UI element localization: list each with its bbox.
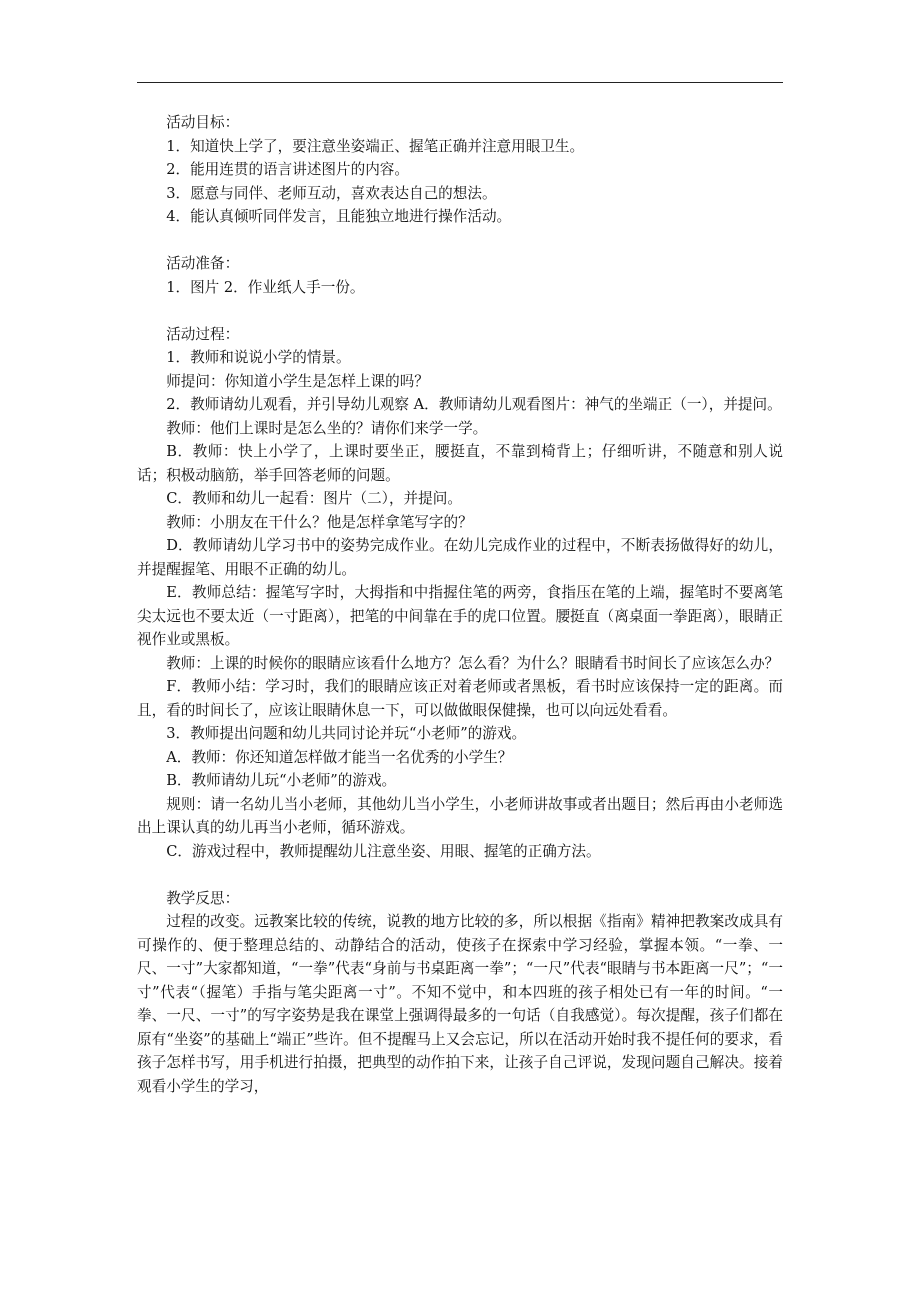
process-paragraph: 教师：小朋友在干什么？他是怎样拿笔写字的？	[166, 513, 473, 531]
reflection-paragraph: 过程的改变。远教案比较的传统，说教的地方比较的多，所以根据《指南》精神把教案改成具有可操作的、便于整理总结的、动静结合的活动，使孩子在探索中学习经验，掌握本领。“一拳、一尺、一寸”大家都知道，“一拳”代表“身前与书桌距离一拳”；“一尺”代表“眼睛与书本距离一尺”；“一寸”代表“（握笔）手指与笔尖距离一寸”。不知不觉中，和本四班的孩子相处已有一年的时间。“一拳、一尺、一寸”的写字姿势是我在课堂上强调得最多的一句话（自我感觉）。每次提醒，孩子们都在原有“坐姿”的基础上“端正”些许。但不提醒马上又会忘记，所以在活动开始时我不提任何的要求，看孩子怎样书写，用手机进行拍摄，把典型的动作拍下来，让孩子自己评说，发现问题自己解决。接着观看小学生的学习，	[137, 913, 783, 1095]
process-paragraph: 规则：请一名幼儿当小老师，其他幼儿当小学生，小老师讲故事或者出题目；然后再由小老师选出上课认真的幼儿再当小老师，循环游戏。	[137, 795, 783, 836]
process-paragraph: 2．教师请幼儿观看，并引导幼儿观察 A．教师请幼儿观看图片：神气的坐端正（一），并提问。	[166, 396, 782, 413]
process-paragraph: C．游戏过程中，教师提醒幼儿注意坐姿、用眼、握笔的正确方法。	[166, 842, 601, 860]
prep-section	[137, 252, 783, 299]
section-gap	[137, 229, 783, 253]
header-rule	[137, 82, 783, 83]
process-heading: 活动过程：	[166, 325, 240, 343]
goals-heading: 活动目标：	[166, 114, 240, 131]
document-body	[137, 111, 783, 1098]
process-paragraph: B．教师：快上小学了，上课时要坐正，腰挺直，不靠到椅背上；仔细听讲，不随意和别人说话；积极动脑筋，举手回答老师的问题。	[137, 443, 783, 484]
process-paragraph: C．教师和幼儿一起看：图片（二），并提问。	[166, 490, 462, 507]
process-paragraph: D．教师请幼儿学习书中的姿势完成作业。在幼儿完成作业的过程中，不断表扬做得好的幼儿，并提醒握笔、用眼不正确的幼儿。	[137, 537, 783, 578]
process-paragraph: F．教师小结：学习时，我们的眼睛应该正对着老师或者黑板，看书时应该保持一定的距离。而且，看的时间长了，应该让眼睛休息一下，可以做做眼保健操，也可以向远处看看。	[137, 678, 783, 719]
prep-heading: 活动准备：	[166, 255, 240, 272]
process-paragraph: 教师：上课的时候你的眼睛应该看什么地方？怎么看？为什么？眼睛看书时间长了应该怎么办？	[166, 654, 780, 672]
process-paragraph: B．教师请幼儿玩“小老师”的游戏。	[166, 772, 397, 789]
process-paragraph: 1．教师和说说小学的情景。	[166, 349, 351, 366]
process-paragraph: 3．教师提出问题和幼儿共同讨论并玩“小老师”的游戏。	[166, 725, 527, 742]
goals-section	[137, 111, 783, 229]
section-gap	[137, 299, 783, 323]
section-gap	[137, 863, 783, 887]
reflection-heading: 教学反思：	[166, 889, 240, 907]
process-paragraph: 教师：他们上课时是怎么坐的？请你们来学一学。	[166, 419, 488, 437]
goal-item: 2．能用连贯的语言讲述图片的内容。	[166, 161, 409, 178]
goal-item: 1．知道快上学了，要注意坐姿端正、握笔正确并注意用眼卫生。	[166, 137, 585, 155]
process-paragraph: A．教师：你还知道怎样做才能当一名优秀的小学生？	[166, 748, 513, 766]
prep-item: 1．图片 2．作业纸人手一份。	[166, 278, 365, 296]
goal-item: 4．能认真倾听同伴发言，且能独立地进行操作活动。	[166, 208, 512, 225]
reflection-section	[137, 887, 783, 1099]
process-paragraph: E．教师总结：握笔写字时，大拇指和中指握住笔的两旁，食指压在笔的上端，握笔时不要离笔尖太远也不要太近（一寸距离），把笔的中间靠在手的虎口位置。腰挺直（离桌面一拳距离），眼睛正视作业或黑板。	[137, 584, 783, 648]
goal-item: 3．愿意与同伴、老师互动，喜欢表达自己的想法。	[166, 184, 497, 202]
process-paragraph: 师提问：你知道小学生是怎样上课的吗？	[166, 372, 429, 390]
process-section	[137, 323, 783, 864]
